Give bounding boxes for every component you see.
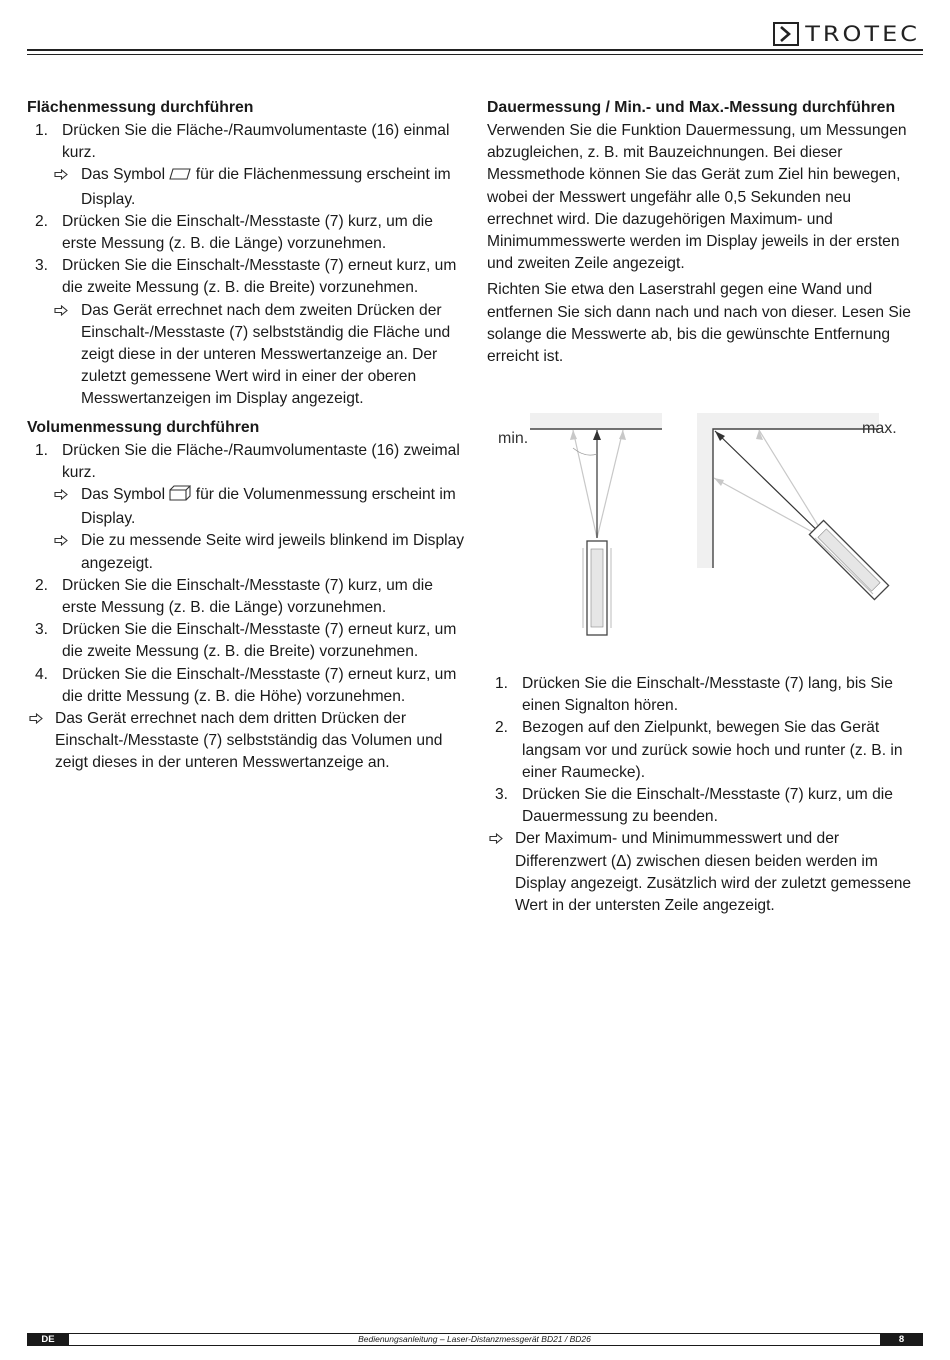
step-number: 1. [35, 122, 49, 139]
area-heading: Flächenmessung durchführen [27, 99, 254, 116]
result-text: Die zu messende Seite wird jeweils blinkend im Display angezeigt. [81, 532, 465, 572]
area-symbol-icon [169, 166, 191, 188]
result-item [27, 164, 467, 210]
step-number: 2. [35, 576, 49, 594]
list-item [487, 717, 917, 784]
result-text: für die Flächenmessung erscheint im Display. [81, 166, 451, 208]
list-item [487, 784, 917, 828]
step-text: Drücken Sie die Einschalt-/Messtaste (7) kurz, um die erste Messung (z. B. die Länge) vorzunehmen. [62, 212, 433, 253]
result-item [27, 300, 467, 411]
list-item [27, 211, 467, 255]
list-item [27, 575, 467, 619]
logo-chevron-icon [773, 22, 799, 46]
list-item [487, 673, 917, 717]
continuous-steps [487, 673, 917, 917]
area-measurement-section [27, 97, 467, 411]
result-item [27, 484, 467, 530]
result-item [27, 708, 467, 775]
step-text: Drücken Sie die Einschalt-/Messtaste (7) erneut kurz, um die zweite Messung (z. B. die Breite) vorzunehmen. [62, 621, 457, 661]
step-text: Drücken Sie die Fläche-/Raumvolumentaste (16) zweimal kurz. [62, 441, 460, 481]
brand-logo [773, 21, 920, 47]
volume-symbol-icon [169, 485, 191, 508]
result-text: Der Maximum- und Minimummesswert und der Differenzwert (Δ) zwischen diesen beiden werden im Display angezeigt. Zusätzlich wird der zuletzt gemessene Wert in der untersten Zeile angezeigt. [515, 830, 912, 915]
arrow-right-icon [54, 300, 68, 316]
step-text: Drücken Sie die Einschalt-/Messtaste (7) lang, bis Sie einen Signalton hören. [522, 675, 893, 715]
volume-heading: Volumenmessung durchführen [27, 418, 260, 436]
brand-name: TROTEC [805, 21, 920, 47]
step-text: Drücken Sie die Fläche-/Raumvolumentaste (16) einmal kurz. [62, 122, 450, 162]
step-text: Drücken Sie die Einschalt-/Messtaste (7) erneut kurz, um die zweite Messung (z. B. die Breite) vorzunehmen. [62, 257, 457, 297]
arrow-right-icon [54, 164, 68, 180]
page-number: 8 [898, 1334, 905, 1345]
result-text: Das Gerät errechnet nach dem dritten Drücken der Einschalt-/Messtaste (7) selbstständig das Volumen und zeigt dieses in der unteren Messwertanzeige an. [55, 710, 443, 772]
arrow-right-icon [29, 708, 43, 724]
left-column [27, 97, 467, 775]
right-column [487, 97, 917, 372]
result-text: Das Symbol [81, 166, 166, 184]
step-number: 1. [495, 675, 509, 692]
continuous-steps-block [487, 673, 917, 917]
continuous-heading: Dauermessung / Min.- und Max.-Messung durchführen [487, 99, 896, 116]
list-item [27, 255, 467, 299]
paragraph: Verwenden Sie die Funktion Dauermessung, um Messungen abzugleichen, z. B. mit Bauzeichnungen. Bei dieser Messmethode können Sie das Gerät zum Ziel hin bewegen, wobei der Messwert ungefähr alle 0,5 Sekunden neu errechnet wird. Die dazugehörigen Maximum- und Minimummesswerte werden im Display jeweils in der ersten und zweiten Zeile angezeigt. [487, 122, 907, 273]
step-text: Bezogen auf den Zielpunkt, bewegen Sie das Gerät langsam vor und zurück sowie hoch und runter (z. B. in einer Raumecke). [522, 719, 903, 781]
volume-measurement-section [27, 417, 467, 775]
max-label: max. [862, 420, 897, 437]
arrow-right-icon [54, 530, 68, 546]
volume-steps [27, 440, 467, 775]
header-rule [27, 49, 923, 51]
list-item [27, 120, 467, 164]
step-text: Drücken Sie die Einschalt-/Messtaste (7) kurz, um die erste Messung (z. B. die Länge) vorzunehmen. [62, 576, 433, 617]
min-max-diagram [497, 408, 917, 640]
step-text: Drücken Sie die Einschalt-/Messtaste (7) kurz, um die Dauermessung zu beenden. [522, 786, 893, 826]
step-number: 3. [495, 786, 509, 804]
min-max-illustration [497, 408, 917, 640]
list-item [27, 664, 467, 708]
arrow-right-icon [54, 484, 68, 500]
min-label: min. [498, 430, 529, 447]
result-text: Das Gerät errechnet nach dem zweiten Drücken der Einschalt-/Messtaste (7) selbstständig die Fläche und zeigt diese in der unteren Messwertanzeige an. Der zuletzt gemessene Wert wird in einer der oberen Messwertanzeigen im Display angezeigt. [81, 301, 451, 408]
step-number: 2. [35, 212, 49, 230]
result-text: für die Volumenmessung erscheint im Display. [81, 486, 456, 528]
area-steps [27, 120, 467, 411]
footer-language: DE [41, 1334, 55, 1345]
step-number: 3. [35, 621, 49, 639]
arrow-right-icon [489, 828, 503, 844]
footer-title: Bedienungsanleitung – Laser-Distanzmessgerät BD21 / BD26 [69, 1333, 880, 1346]
step-number: 1. [35, 441, 49, 459]
paragraph: Richten Sie etwa den Laserstrahl gegen eine Wand und entfernen Sie sich dann nach und nach von dieser. Lesen Sie solange die Messwerte ab, bis die gewünschte Entfernung erreicht ist. [487, 281, 911, 366]
step-number: 3. [35, 257, 49, 275]
step-text: Drücken Sie die Einschalt-/Messtaste (7) erneut kurz, um die dritte Messung (z. B. die Höhe) vorzunehmen. [62, 665, 457, 705]
list-item [27, 619, 467, 663]
step-number: 4. [35, 665, 49, 683]
step-number: 2. [495, 719, 509, 737]
result-item [487, 828, 917, 917]
result-item [27, 530, 467, 574]
header-rule-thin [27, 54, 923, 55]
result-text: Das Symbol [81, 486, 166, 504]
list-item [27, 440, 467, 484]
